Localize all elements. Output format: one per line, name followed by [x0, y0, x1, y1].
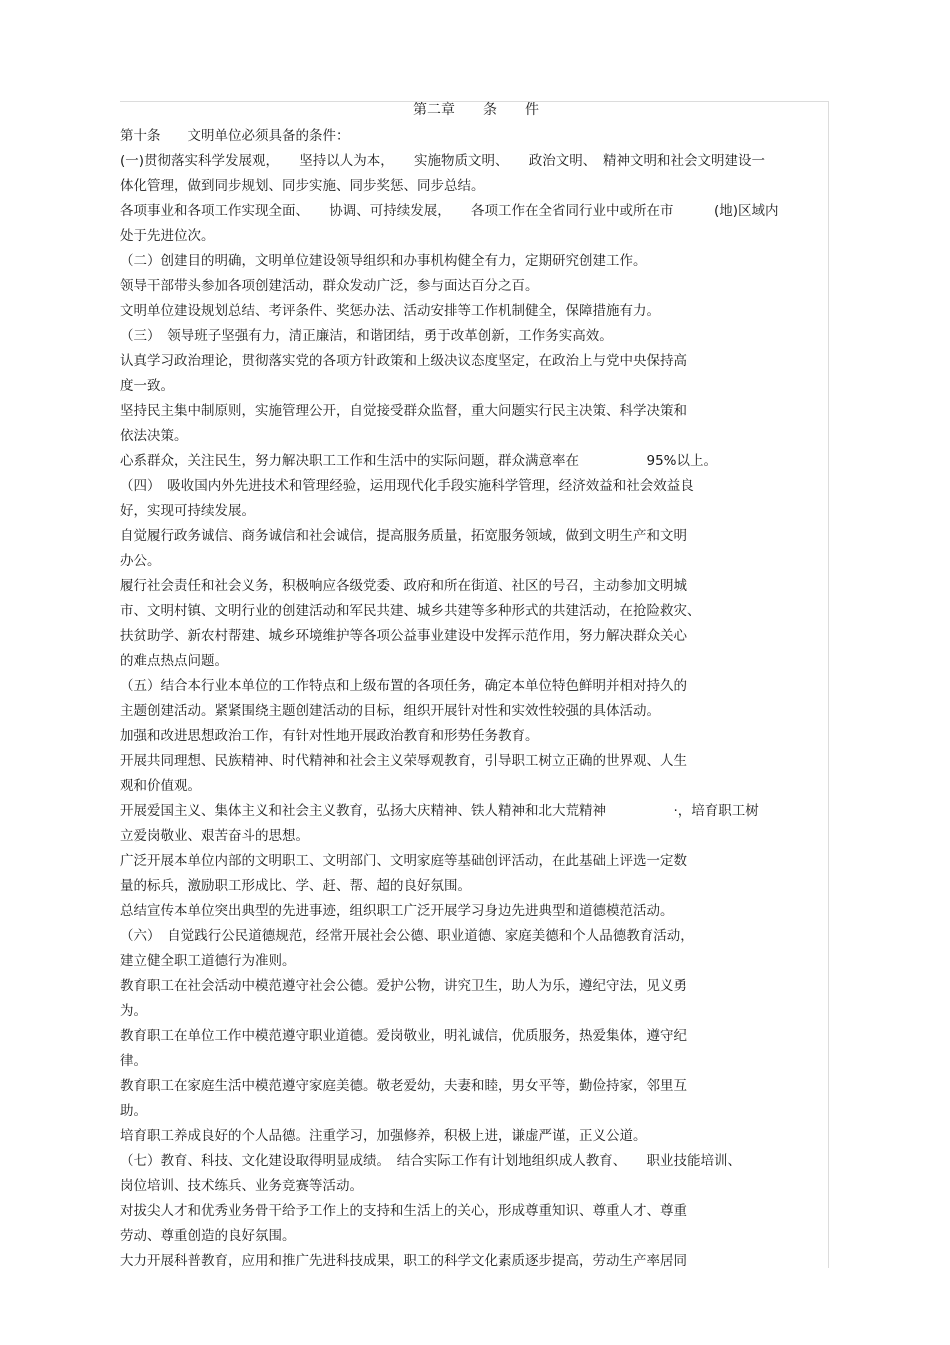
text-line: 认真学习政治理论，贯彻落实党的各项方针政策和上级决议态度坚定，在政治上与党中央保持高	[120, 353, 687, 369]
text-line: 为。	[120, 1003, 147, 1019]
chapter-title: 第二章 条 件	[413, 102, 539, 118]
text-line: 依法决策。	[120, 428, 188, 444]
text-line: （三） 领导班子坚强有力，清正廉洁，和谐团结，勇于改革创新，工作务实高效。	[120, 328, 613, 344]
text-line: 坚持民主集中制原则，实施管理公开，自觉接受群众监督，重大问题实行民主决策、科学决策和	[120, 403, 687, 419]
text-line: 办公。	[120, 553, 161, 569]
text-line: 量的标兵，激励职工形成比、学、赶、帮、超的良好氛围。	[120, 878, 471, 894]
text-line: 开展爱国主义、集体主义和社会主义教育，弘扬大庆精神、铁人精神和北大荒精神 ·，培育职工树	[120, 803, 759, 819]
text-line: 建立健全职工道德行为准则。	[120, 953, 296, 969]
text-line: 主题创建活动。紧紧围绕主题创建活动的目标，组织开展针对性和实效性较强的具体活动。	[120, 703, 660, 719]
text-line: 开展共同理想、民族精神、时代精神和社会主义荣辱观教育，引导职工树立正确的世界观、人生	[120, 753, 687, 769]
text-line: 劳动、尊重创造的良好氛围。	[120, 1228, 296, 1244]
text-line: 观和价值观。	[120, 778, 201, 794]
text-line: 大力开展科普教育，应用和推广先进科技成果，职工的科学文化素质逐步提高，劳动生产率居同	[120, 1253, 687, 1269]
text-line: 文明单位建设规划总结、考评条件、奖惩办法、活动安排等工作机制健全，保障措施有力。	[120, 303, 660, 319]
text-line: （六） 自觉践行公民道德规范，经常开展社会公德、职业道德、家庭美德和个人品德教育活动，	[120, 928, 694, 944]
text-line: 教育职工在社会活动中模范遵守社会公德。爱护公物，讲究卫生，助人为乐，遵纪守法，见义勇	[120, 978, 687, 994]
text-line: 体化管理，做到同步规划、同步实施、同步奖惩、同步总结。	[120, 178, 485, 194]
text-line: 度一致。	[120, 378, 174, 394]
text-line: 好，实现可持续发展。	[120, 503, 255, 519]
text-line: 培育职工养成良好的个人品德。注重学习，加强修养，积极上进，谦虚严谨，正义公道。	[120, 1128, 647, 1144]
text-line: 扶贫助学、新农村帮建、城乡环境维护等各项公益事业建设中发挥示范作用，努力解决群众关心	[120, 628, 687, 644]
text-line: 岗位培训、技术练兵、业务竞赛等活动。	[120, 1178, 363, 1194]
text-line: (一)贯彻落实科学发展观， 坚持以人为本， 实施物质文明、 政治文明、 精神文明和社会文明建设一	[120, 153, 766, 169]
text-line: 市、文明村镇、文明行业的创建活动和军民共建、城乡共建等多种形式的共建活动，在抢险救灾、	[120, 603, 701, 619]
text-line: 自觉履行政务诚信、商务诚信和社会诚信，提高服务质量，拓宽服务领域，做到文明生产和文明	[120, 528, 687, 544]
text-line: 的难点热点问题。	[120, 653, 228, 669]
text-line: 教育职工在家庭生活中模范遵守家庭美德。敬老爱幼，夫妻和睦，男女平等，勤俭持家，邻里互	[120, 1078, 687, 1094]
text-line: 律。	[120, 1053, 147, 1069]
text-line: 助。	[120, 1103, 147, 1119]
text-line: 立爱岗敬业、艰苦奋斗的思想。	[120, 828, 309, 844]
text-line: 心系群众，关注民生，努力解决职工工作和生活中的实际问题，群众满意率在 95%以上。	[120, 453, 718, 469]
text-line: 第十条 文明单位必须具备的条件：	[120, 128, 350, 144]
text-line: 各项事业和各项工作实现全面、 协调、可持续发展， 各项工作在全省同行业中或所在市 (地)区域内	[120, 203, 779, 219]
text-line: 对拔尖人才和优秀业务骨干给予工作上的支持和生活上的关心，形成尊重知识、尊重人才、尊重	[120, 1203, 687, 1219]
document-lines	[120, 124, 832, 1274]
text-line: 领导干部带头参加各项创建活动，群众发动广泛，参与面达百分之百。	[120, 278, 539, 294]
text-line: 教育职工在单位工作中模范遵守职业道德。爱岗敬业，明礼诚信，优质服务，热爱集体，遵守纪	[120, 1028, 687, 1044]
text-line: （四） 吸收国内外先进技术和管理经验，运用现代化手段实施科学管理，经济效益和社会效益良	[120, 478, 694, 494]
text-line: 加强和改进思想政治工作，有针对性地开展政治教育和形势任务教育。	[120, 728, 539, 744]
text-line: 履行社会责任和社会义务，积极响应各级党委、政府和所在街道、社区的号召，主动参加文明城	[120, 578, 687, 594]
text-line: 总结宣传本单位突出典型的先进事迹，组织职工广泛开展学习身边先进典型和道德模范活动。	[120, 903, 674, 919]
text-line: 处于先进位次。	[120, 228, 215, 244]
text-line: （二）创建目的明确，文明单位建设领导组织和办事机构健全有力，定期研究创建工作。	[120, 253, 647, 269]
text-line: 广泛开展本单位内部的文明职工、文明部门、文明家庭等基础创评活动，在此基础上评选一定数	[120, 853, 687, 869]
text-line: （七）教育、科技、文化建设取得明显成绩。 结合实际工作有计划地组织成人教育、 职业技能培训、	[120, 1153, 741, 1169]
text-line: （五）结合本行业本单位的工作特点和上级布置的各项任务，确定本单位特色鲜明并相对持久的	[120, 678, 687, 694]
document-body	[120, 99, 832, 1274]
